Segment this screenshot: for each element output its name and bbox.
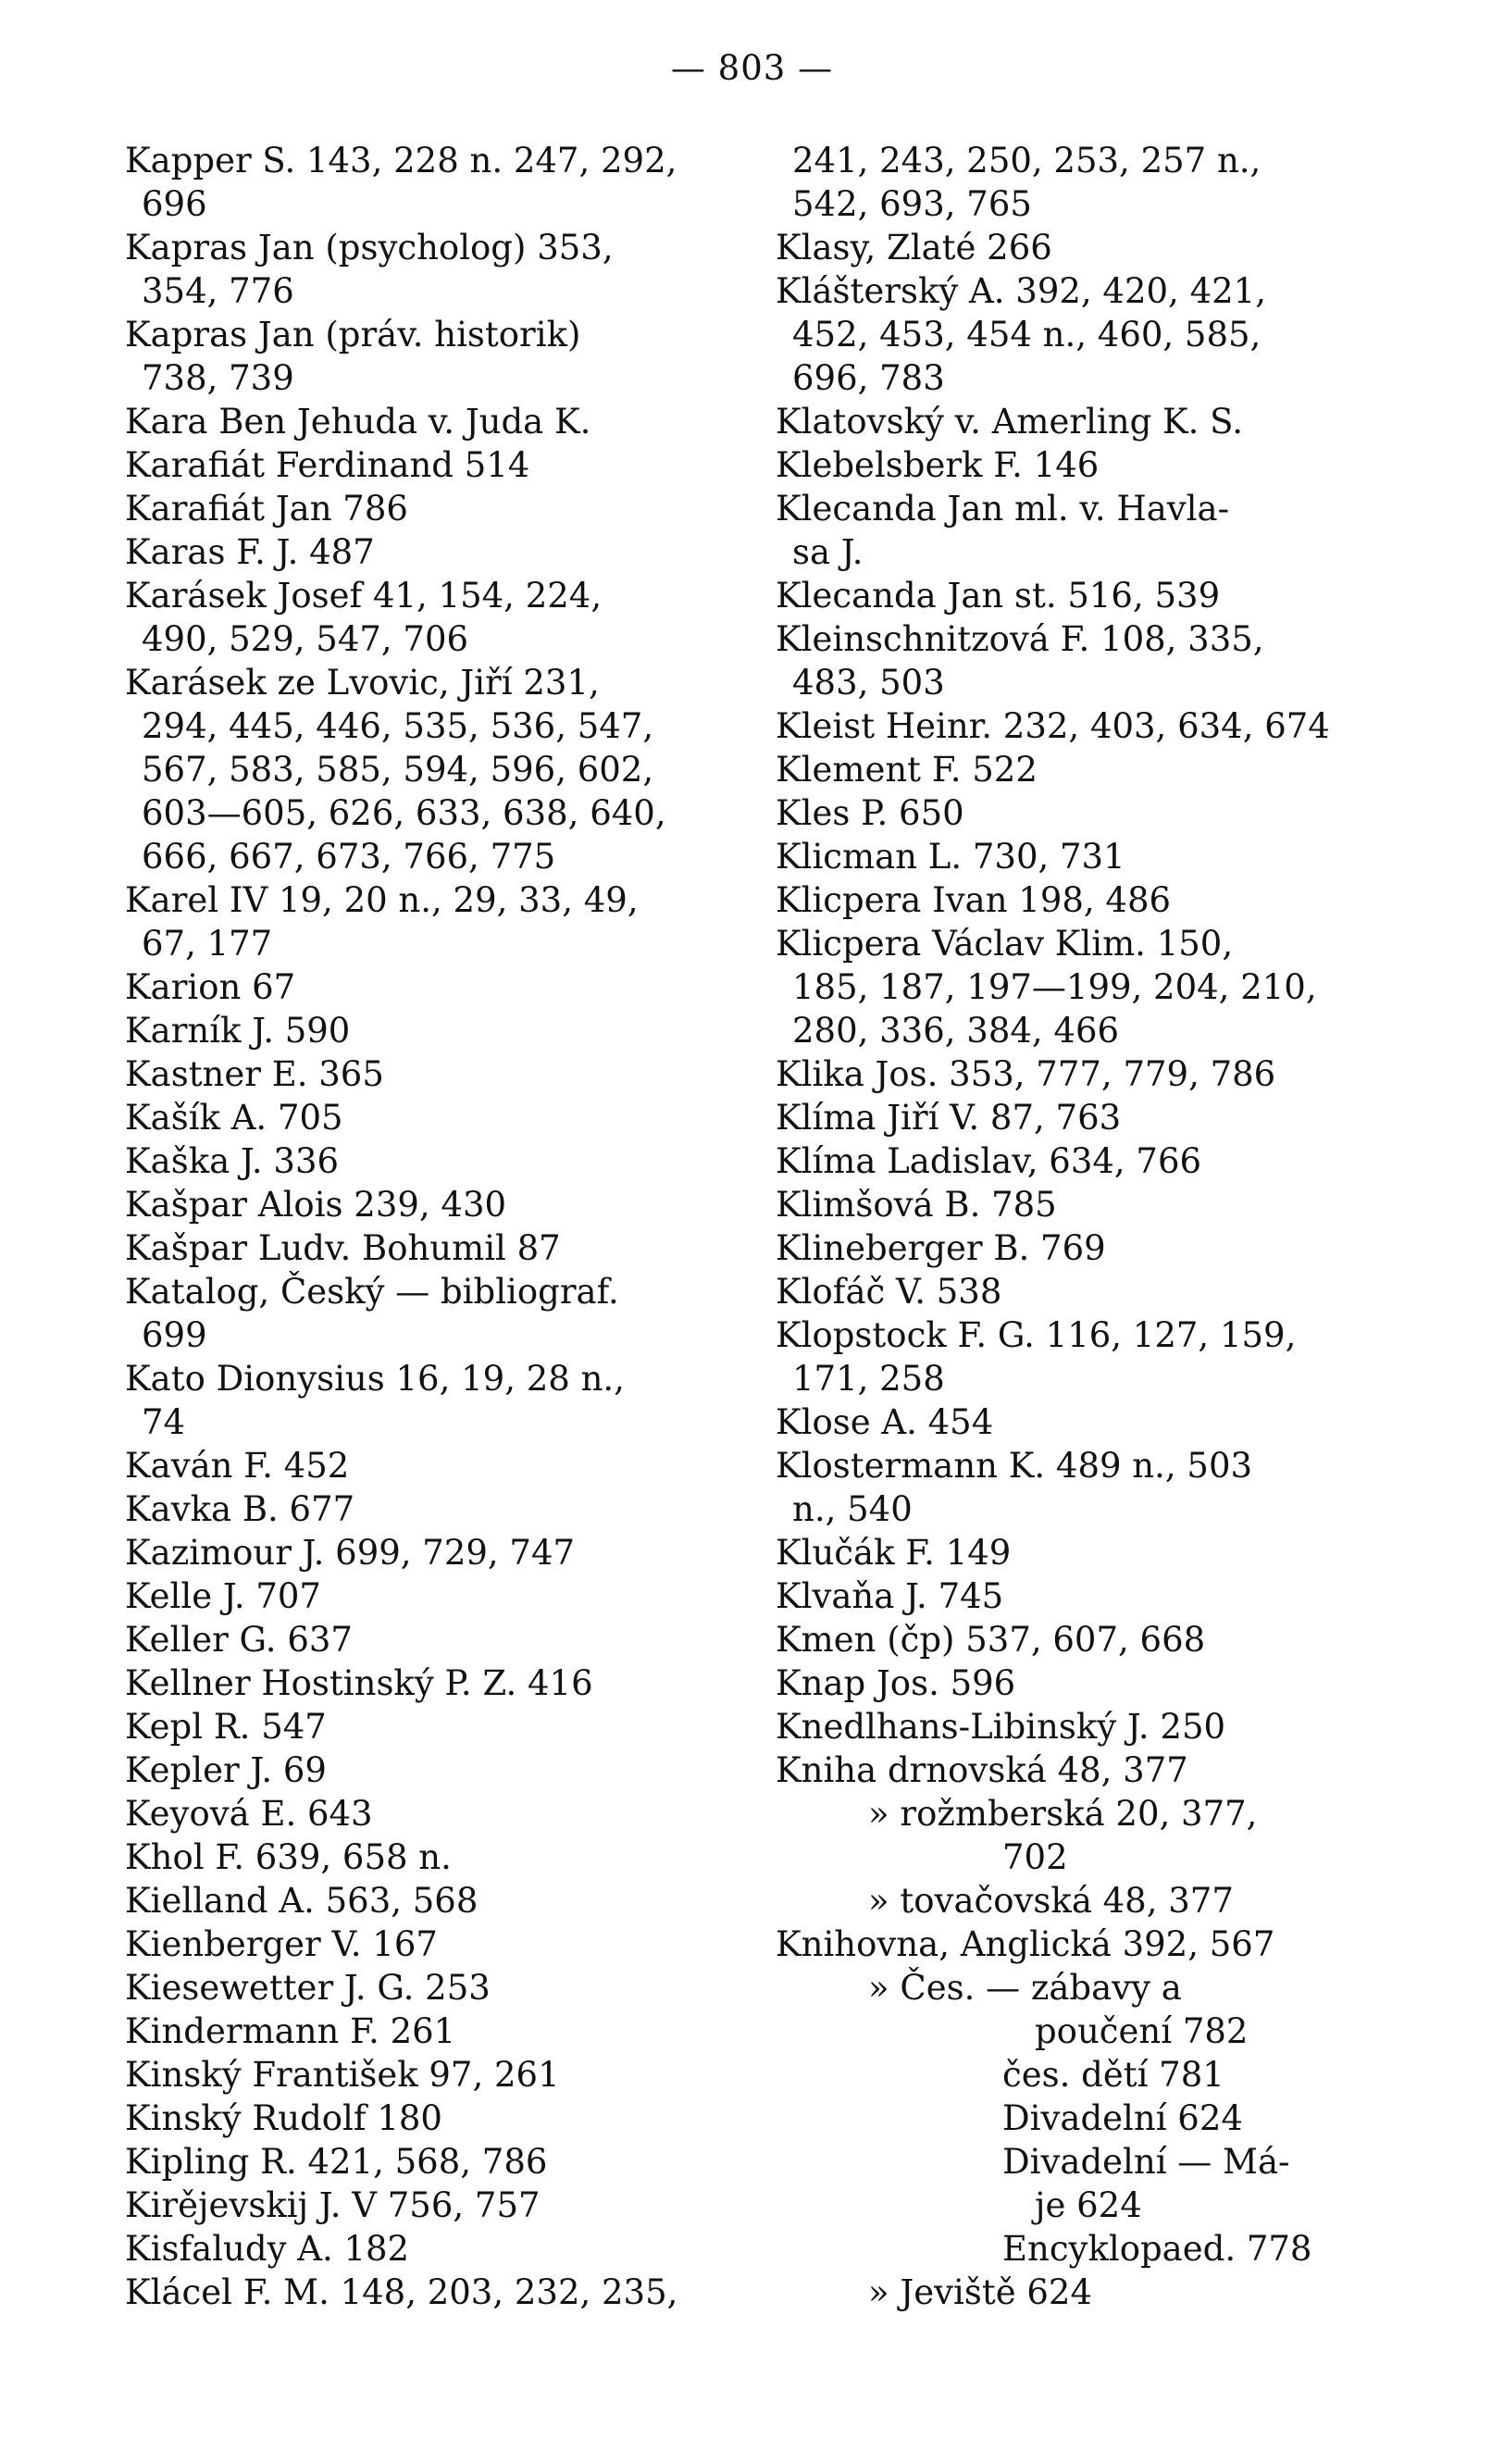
index-line: Kienberger V. 167 [125,1924,438,1964]
index-line: Kles P. 650 [776,793,964,833]
index-line: Kapras Jan (práv. historik) [125,315,581,355]
index-line: 490, 529, 547, 706 [142,619,469,659]
index-line: » rožmberská 20, 377, [868,1794,1258,1834]
index-line: Kapper S. 143, 228 n. 247, 292, [125,141,677,180]
index-line: Kirějevskij J. V 756, 757 [125,2185,541,2225]
index-line: 294, 445, 446, 535, 536, 547, [142,706,654,746]
index-line: Klebelsberk F. 146 [776,445,1100,485]
index-line: 696, 783 [792,358,945,398]
index-line: Kelle J. 707 [125,1576,321,1616]
index-line: 74 [142,1402,186,1442]
index-line: Knap Jos. 596 [776,1663,1016,1703]
index-line: Kepl R. 547 [125,1707,327,1747]
index-line: Encyklopaed. 778 [1002,2229,1312,2269]
index-column-left [125,139,754,2314]
index-line: 67, 177 [142,924,273,964]
index-line: 696 [142,184,207,224]
index-line: Klose A. 454 [776,1402,994,1442]
index-line: Klika Jos. 353, 777, 779, 786 [776,1054,1276,1094]
index-line: Kato Dionysius 16, 19, 28 n., [125,1359,625,1399]
index-line: Kašík A. 705 [125,1098,343,1138]
index-line: Klimšová B. 785 [776,1185,1057,1225]
index-line: Kisfaludy A. 182 [125,2229,410,2269]
index-line: Kleist Heinr. 232, 403, 634, 674 [776,706,1330,746]
index-line: 171, 258 [792,1359,945,1399]
index-line: Klíma Ladislav, 634, 766 [776,1141,1202,1181]
index-line: n., 540 [792,1489,913,1529]
index-line: Kastner E. 365 [125,1054,384,1094]
index-line: Kapras Jan (psycholog) 353, [125,228,614,268]
index-line: Karafiát Ferdinand 514 [125,445,530,485]
index-line: 542, 693, 765 [792,184,1032,224]
index-line: Klement F. 522 [776,750,1038,790]
index-line: Klopstock F. G. 116, 127, 159, [776,1315,1297,1355]
index-line: Karion 67 [125,967,296,1007]
index-line: 354, 776 [142,271,294,311]
index-line: 185, 187, 197—199, 204, 210, [792,967,1317,1007]
index-line: 483, 503 [792,663,945,703]
index-line: » tovačovská 48, 377 [868,1881,1234,1921]
index-line: » Jeviště 624 [868,2272,1092,2312]
page-number: — 803 — [670,48,834,88]
index-line: Klecanda Jan ml. v. Havla- [776,489,1230,529]
index-line: 567, 583, 585, 594, 596, 602, [142,750,654,790]
index-line: Karas F. J. 487 [125,532,375,572]
index-line: Karník J. 590 [125,1011,351,1051]
index-line: Kmen (čp) 537, 607, 668 [776,1620,1206,1660]
index-line: Klíma Jiří V. 87, 763 [776,1098,1122,1138]
index-line: je 624 [1035,2185,1142,2225]
index-line: Kašpar Alois 239, 430 [125,1185,507,1225]
index-line: Kipling R. 421, 568, 786 [125,2142,548,2182]
index-line: Klácel F. M. 148, 203, 232, 235, [125,2272,678,2312]
index-line: Knedlhans-Libinský J. 250 [776,1707,1226,1747]
index-line: sa J. [792,532,864,572]
index-line: 452, 453, 454 n., 460, 585, [792,315,1262,355]
index-line: 666, 667, 673, 766, 775 [142,837,556,877]
index-line: Klecanda Jan st. 516, 539 [776,576,1221,616]
index-line: Klofáč V. 538 [776,1272,1002,1312]
index-line: Khol F. 639, 658 n. [125,1837,452,1877]
index-line: Keller G. 637 [125,1620,353,1660]
index-line: Klvaňa J. 745 [776,1576,1004,1616]
index-column-right [776,139,1405,2314]
index-line: Keyová E. 643 [125,1794,373,1834]
index-line: 241, 243, 250, 253, 257 n., [792,141,1262,180]
index-line: Kazimour J. 699, 729, 747 [125,1533,576,1573]
index-line: 699 [142,1315,207,1355]
index-line: poučení 782 [1035,2011,1249,2051]
index-line: Kleinschnitzová F. 108, 335, [776,619,1264,659]
index-line: 603—605, 626, 633, 638, 640, [142,793,666,833]
index-line: Karafiát Jan 786 [125,489,408,529]
index-line: 738, 739 [142,358,294,398]
index-line: Kiesewetter J. G. 253 [125,1968,491,2008]
index-line: Kinský František 97, 261 [125,2055,560,2095]
index-line: Kinský Rudolf 180 [125,2098,442,2138]
index-line: 280, 336, 384, 466 [792,1011,1120,1051]
index-line: Katalog, Český — bibliograf. [125,1272,619,1312]
index-line: Kara Ben Jehuda v. Juda K. [125,402,591,442]
index-line: Divadelní 624 [1002,2098,1243,2138]
index-line: Klučák F. 149 [776,1533,1012,1573]
index-line: Kaván F. 452 [125,1446,350,1486]
index-line: Klineberger B. 769 [776,1228,1106,1268]
index-line: Kašpar Ludv. Bohumil 87 [125,1228,561,1268]
index-line: Klášterský A. 392, 420, 421, [776,271,1266,311]
index-line: Knihovna, Anglická 392, 567 [776,1924,1275,1964]
index-line: Kniha drnovská 48, 377 [776,1750,1188,1790]
index-line: Kielland A. 563, 568 [125,1881,479,1921]
index-line: Klasy, Zlaté 266 [776,228,1052,268]
index-line: Klicman L. 730, 731 [776,837,1125,877]
index-line: Divadelní — Má- [1002,2142,1290,2182]
index-line: Klostermann K. 489 n., 503 [776,1446,1253,1486]
index-line: Klicpera Václav Klim. 150, [776,924,1234,964]
index-line: Kepler J. 69 [125,1750,327,1790]
index-line: Klicpera Ivan 198, 486 [776,880,1172,920]
index-line: » Čes. — zábavy a [868,1968,1182,2008]
index-line: Klatovský v. Amerling K. S. [776,402,1243,442]
index-line: Kaška J. 336 [125,1141,340,1181]
index-line: Karásek Josef 41, 154, 224, [125,576,603,616]
index-line: čes. dětí 781 [1002,2055,1224,2095]
index-line: Karásek ze Lvovic, Jiří 231, [125,663,600,703]
index-line: 702 [1002,1837,1068,1877]
index-line: Karel IV 19, 20 n., 29, 33, 49, [125,880,639,920]
index-line: Kellner Hostinský P. Z. 416 [125,1663,593,1703]
index-line: Kindermann F. 261 [125,2011,456,2051]
index-line: Kavka B. 677 [125,1489,355,1529]
